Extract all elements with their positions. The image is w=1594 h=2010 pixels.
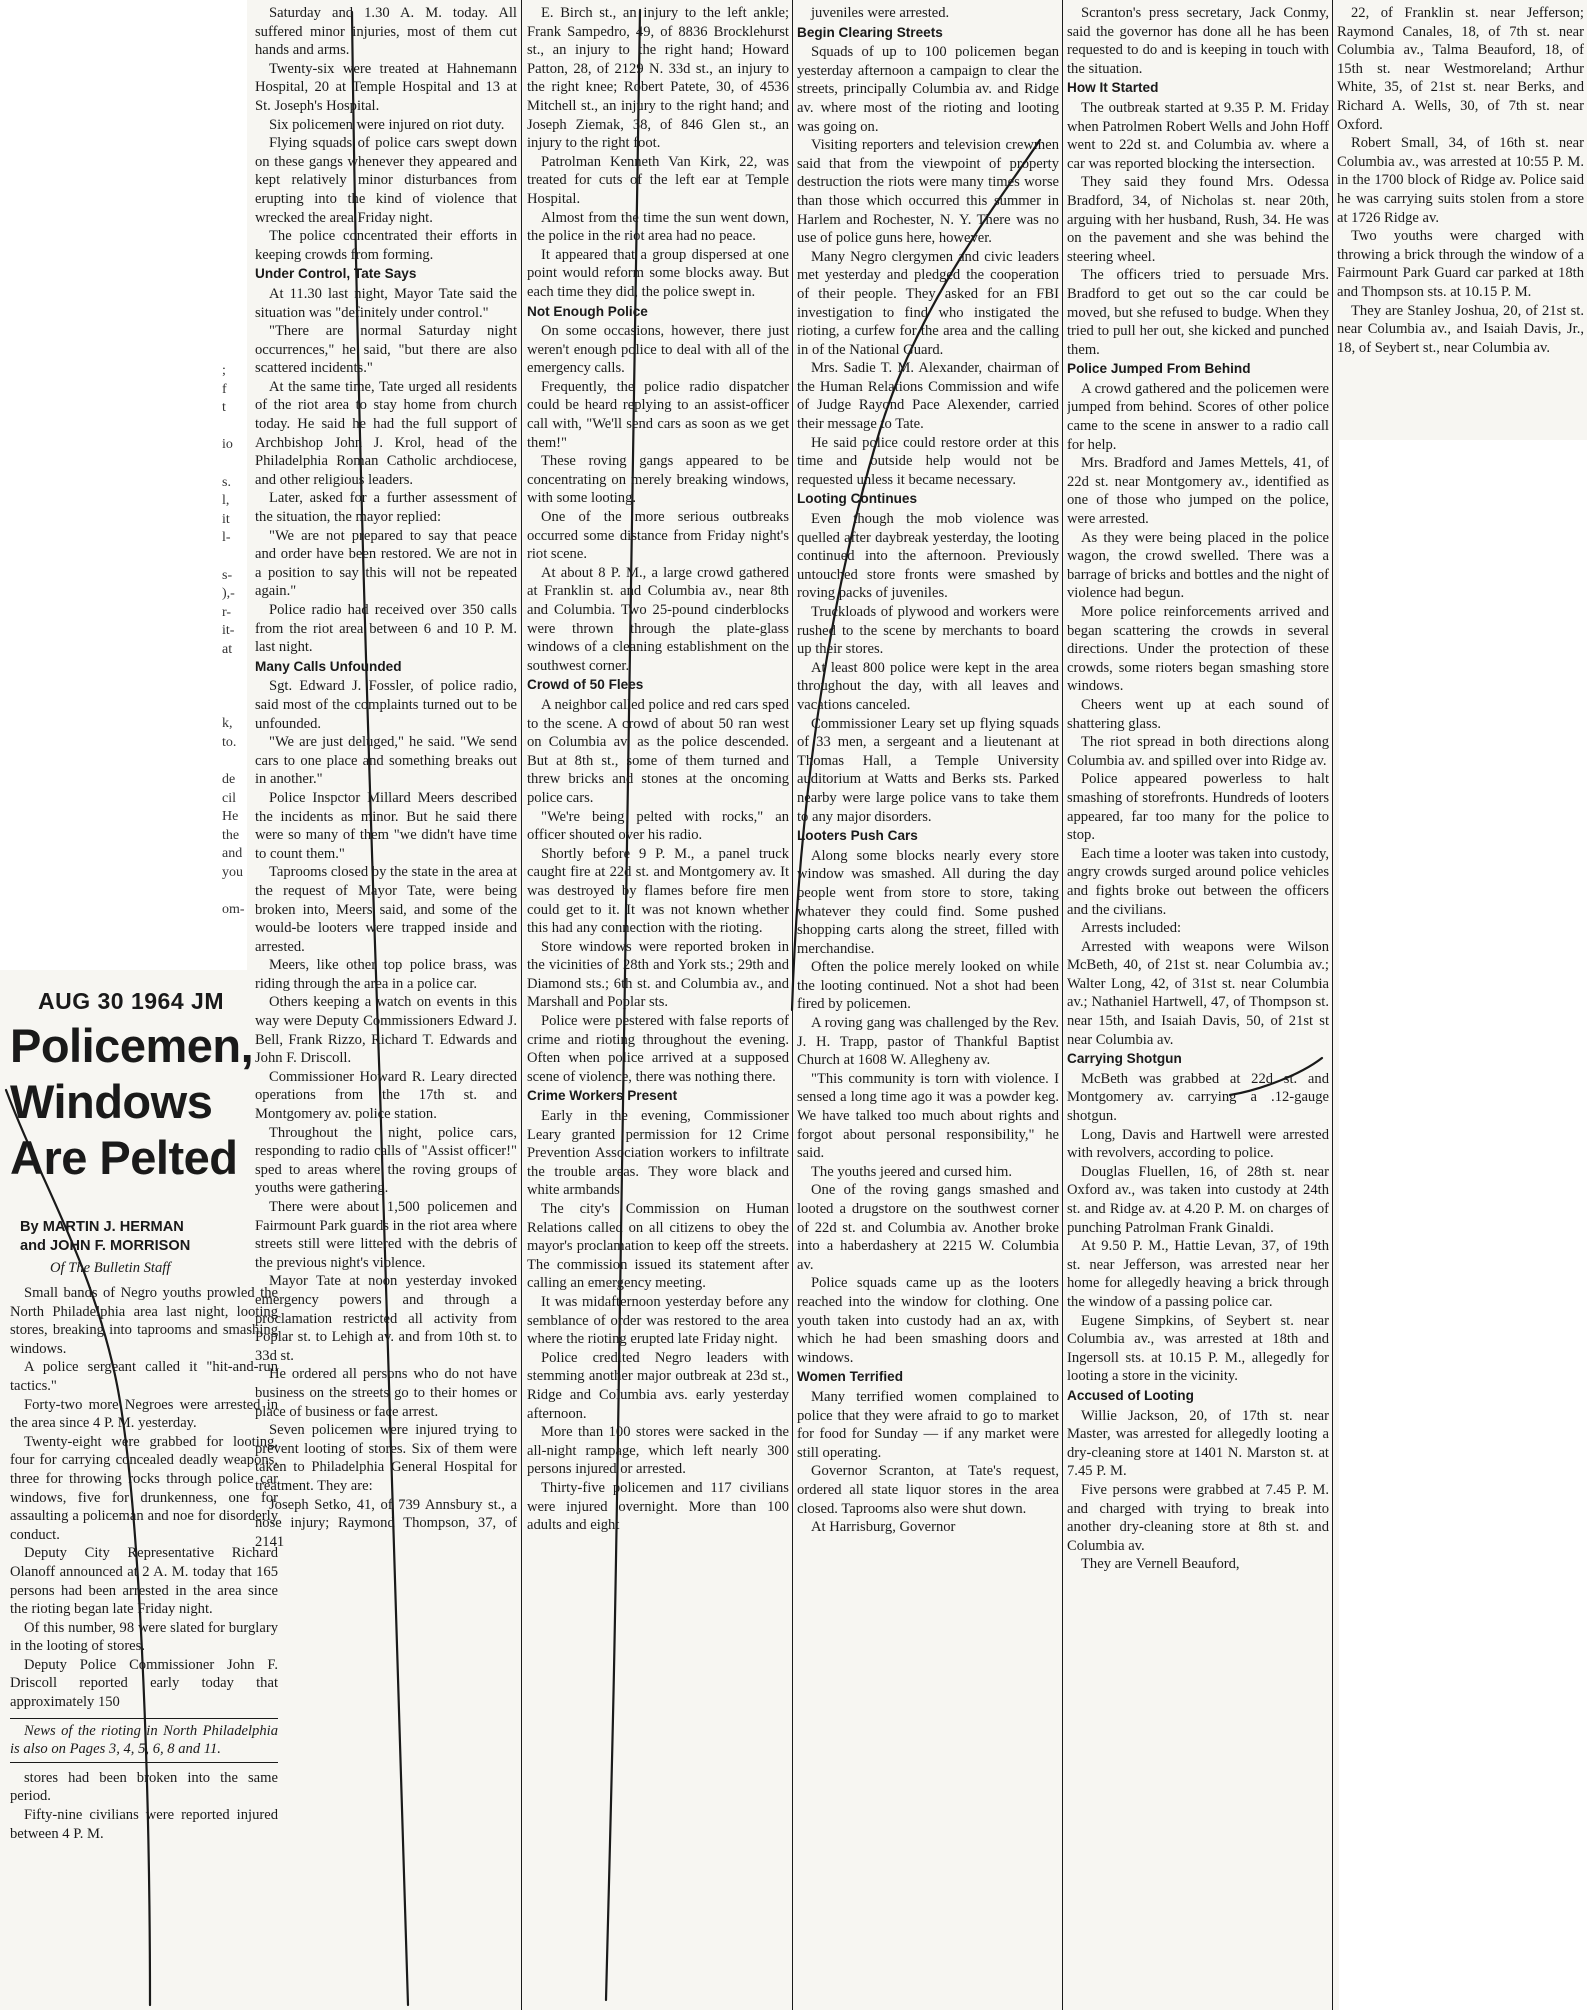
paragraph: Forty-two more Negroes were arrested in the area since 4 P. M. yesterday. (10, 1396, 278, 1432)
stamp-date: AUG 30 1964 (38, 988, 185, 1014)
paragraph: At 9.50 P. M., Hattie Levan, 37, of 19th st. near Jefferson, was arrested near her home for allegedly heaving a brick through the window of a passing police car. (1067, 1238, 1329, 1310)
paragraph: A crowd gathered and the policemen were jumped from behind. Scores of other police came to the scene in answer to a radio call for help. (1067, 380, 1329, 453)
byline-author-1: By MARTIN J. HERMAN (20, 1219, 184, 1235)
paragraph: He said police could restore order at this time and outside help would not be requested unless it became necessary. (797, 434, 1059, 488)
paragraph: Later, asked for a further assessment of the situation, the mayor replied: (255, 490, 517, 526)
paragraph: As they were being placed in the police wagon, the crowd swelled. There was a barrage of bricks and bottles and the night of violence had begun. (1067, 529, 1329, 602)
paragraph: Twenty-six were treated at Hahnemann Hospital, 20 at Temple Hospital and 13 at St. Joseph's Hospital. (255, 60, 517, 114)
paragraph: Saturday and 1.30 A. M. today. All suffered minor injuries, most of them cut hands and arms. (255, 5, 517, 59)
pen-stroke-5 (1230, 1058, 1322, 1095)
paragraph: Frequently, the police radio dispatcher could be heard replying to an assist-officer call with, "We'll send cars as soon as we get them!" (527, 378, 789, 451)
paragraph: Twenty-eight were grabbed for looting, four for carrying concealed deadly weapons, three for throwing rocks through police car windows, five for drunkenness, one for assaulting a policeman and noe for disorderly conduct. (10, 1433, 278, 1543)
adjacent-column-fragments: ; f t io s. l, it l- s- ),- r- it- at k, to. de cil He the and you om- (222, 363, 245, 918)
paragraph: Mrs. Sadie T. M. Alexander, chairman of the Human Relations Commission and wife of Judge Rayond Pace Alexender, carried their message to Tate. (797, 360, 1059, 433)
paragraph: Many Negro clergymen and civic leaders met yesterday and pledged the cooperation of their people. They asked for an FBI investigation to find who instigated the rioting, a curfew for the area and the calling in of the National Guard. (797, 248, 1059, 358)
paragraph: On some occasions, however, there just weren't enough police to deal with all of the emergency calls. (527, 323, 789, 377)
paragraph: A roving gang was challenged by the Rev. J. H. Trapp, pastor of Thankful Baptist Church at 1608 W. Allegheny av. (797, 1015, 1059, 1069)
subheading: Carrying Shotgun (1067, 1051, 1182, 1067)
subheading: Under Control, Tate Says (255, 266, 417, 282)
pen-stroke-3 (792, 140, 1040, 1010)
paragraph: Visiting reporters and television crewmen said that from the viewpoint of property destruction the riots were many times worse than those which occurred this summer in Harlem and Rochester, N. Y. There was no use of police guns here, however. (797, 137, 1059, 247)
paragraph: Store windows were reported broken in the vicinities of 28th and York sts.; 29th and Diamond sts.; 6th st. and Columbia av., and Marshall and Poplar sts. (527, 938, 789, 1011)
paragraph: Long, Davis and Hartwell were arrested with revolvers, according to police. (1067, 1126, 1329, 1162)
paragraph: Even though the mob violence was quelled after daybreak yesterday, the looting continued into the afternoon. Previously untouched store fronts were smashed by roving packs of juveniles. (797, 511, 1059, 602)
paragraph: He ordered all persons who do not have business on the streets go to their homes or place of business or face arrest. (255, 1366, 517, 1420)
paragraph: Small bands of Negro youths prowled the North Philadelphia area last night, looting stores, breaking into taprooms and smashing windows. (10, 1285, 278, 1357)
paragraph: It appeared that a group dispersed at one point would reform some blocks away. But each time they did, the police swept in. (527, 246, 789, 300)
subheading: Not Enough Police (527, 303, 648, 319)
paragraph: Deputy Police Commissioner John F. Driscoll reported early today that approximately 150 (10, 1656, 278, 1711)
paragraph: "We are just deluged," he said. "We send cars to one place and something breaks out in another." (255, 734, 517, 788)
stamp-initials: JM (191, 988, 224, 1014)
paragraph: Governor Scranton, at Tate's request, ordered all state liquor stores in the area closed. Taprooms also were shut down. (797, 1463, 1059, 1517)
paragraph: Six policemen were injured on riot duty. (269, 116, 505, 133)
paragraph: The outbreak started at 9.35 P. M. Friday when Patrolmen Robert Wells and John Hoff went to 22d st. and Columbia av. where a car was reported blocking the intersection. (1067, 99, 1329, 172)
paragraph: Arrests included: (1081, 920, 1182, 937)
paragraph: At 11.30 last night, Mayor Tate said the situation was "definitely under control." (255, 285, 517, 321)
paragraph: Arrested with weapons were Wilson McBeth, 40, of 21st st. near Columbia av.; Walter Long, 42, of 31st st. near Columbia av.; Nathaniel Hartwell, 47, of Thompson st. near 15th, and Isaiah Davis, 50, of 21st st near Columbia av. (1067, 938, 1329, 1048)
paragraph: Police Inspctor Millard Meers described the incidents as minor. But he said there were so many of them "we didn't have time to count them." (255, 789, 517, 862)
paragraph: More police reinforcements arrived and began scattering the crowds in several directions. Under the protection of these crowds, some rioters began smashing store windows. (1067, 604, 1329, 695)
paragraph: "This community is torn with violence. I sensed a long time ago it was a powder keg. We have talked too much about rights and forgot about personal responsibility," he said. (797, 1070, 1059, 1162)
paragraph: E. Birch st., an injury to the left ankle; Frank Sampedro, 49, of 8836 Brocklehurst st., an injury to the right hand; Howard Patton, 28, of 2129 N. 33d st., an injury to the right knee; Robert Patete, 30, of 4536 Mitchell st., an injury to the right hand; and Joseph Ziemak, 38, of 846 Glen st., an injury to the right foot. (527, 5, 789, 152)
paragraph: The officers tried to persuade Mrs. Bradford to get out so the car could be moved, but she refused to budge. When they tried to pull her out, she kicked and punched them. (1067, 267, 1329, 358)
paragraph: At the same time, Tate urged all residents of the riot area to stay home from church today. He said he had the full support of Archbishop John J. Krol, head of the Philadelphia Roman Catholic archdiocese, and other religious leaders. (255, 378, 517, 488)
paragraph: There were about 1,500 policemen and Fairmount Park guards in the riot area where streets still were littered with the debris of the previous night's violence. (255, 1199, 517, 1271)
paragraph: "We're being pelted with rocks," an officer shouted over his radio. (527, 808, 789, 844)
paragraph: At least 800 police were kept in the area throughout the day, with all leaves and vacations canceled. (797, 659, 1059, 713)
paragraph: Almost from the time the sun went down, the police in the riot area had no peace. (527, 209, 789, 245)
paragraph: Along some blocks nearly every store window was smashed. All during the day people went from store to store, taking whatever they could find. Some pushed shopping carts along the street, filled with merchandise. (797, 847, 1059, 957)
paragraph: 22, of Franklin st. near Jefferson; Raymond Canales, 18, of 7th st. near Columbia av., Talma Beauford, 18, of 15th st. near Westmoreland; Arthur White, 35, of 21st st. near Berks, and Richard A. Wells, 30, of 7th st. near Oxford. (1337, 5, 1584, 133)
paragraph: McBeth was grabbed at 22d st. and Montgomery av. carrying a .12-gauge shotgun. (1067, 1070, 1329, 1125)
paragraph: They said they found Mrs. Odessa Bradford, 34, of Nicholas st. near 20th, arguing with her husband, Rush, 34. He was on the pavement and she was behind the steering wheel. (1067, 174, 1329, 265)
paragraph: It was midafternoon yesterday before any semblance of order was restored to the area where the rioting erupted late Friday night. (527, 1293, 789, 1348)
subheading: Many Calls Unfounded (255, 658, 402, 674)
paragraph: At about 8 P. M., a large crowd gathered at Franklin st. and Columbia av., near 8th and Columbia. Two 25-pound cinderblocks were thrown through the plate-glass windows of a cleaning establishment on the southwest corner. (527, 564, 789, 674)
paragraph: Two youths were charged with throwing a brick through the window of a Fairmount Park Guard car parked at 18th and Thompson sts. at 10.15 P. M. (1337, 228, 1584, 300)
paragraph: Scranton's press secretary, Jack Conmy, said the governor has done all he has been requested to do and is keeping in touch with the situation. (1067, 5, 1329, 77)
pen-stroke-4 (6, 1090, 150, 2005)
byline-author-2: and JOHN F. MORRISON (20, 1238, 191, 1254)
paragraph: Each time a looter was taken into custody, angry crowds surged around police vehicles and fights broke out between the officers and the civilians. (1067, 845, 1329, 918)
paragraph: Police radio had received over 350 calls from the riot area between 6 and 10 P. M. last night. (255, 602, 517, 656)
paragraph: The riot spread in both directions along Columbia av. and spilled over into Ridge av. (1067, 734, 1329, 769)
pen-stroke-2 (606, 10, 640, 2000)
paragraph: juveniles were arrested. (811, 5, 950, 21)
paragraph: Police credited Negro leaders with stemming another major outbreak at 23d st., Ridge and Columbia avs. early yesterday afternoon. (527, 1349, 789, 1422)
paragraph: Five persons were grabbed at 7.45 P. M. and charged with trying to break into another dry-cleaning store at 8th st. and Columbia av. (1067, 1481, 1329, 1554)
paragraph: Commissioner Leary set up flying squads of 33 men, a sergeant and a lieutenant at Thomas Hall, a Temple University auditorium at Watts and Berks sts. Parked nearby were large police vans to take them to any major disorders. (797, 715, 1059, 825)
paragraph: Truckloads of plywood and workers were rushed to the scene by merchants to board up their stores. (797, 604, 1059, 658)
headline-line-1: Policemen, (10, 1019, 254, 1072)
paragraph: Others keeping a watch on events in this way were Deputy Commissioners Edward J. Bell, Frank Rizzo, Richard T. Edwards and John F. Driscoll. (255, 994, 517, 1067)
paragraph: Often the police merely looked on while the looting continued. Not a shot had been fired by policemen. (797, 959, 1059, 1013)
paragraph: Of this number, 98 were slated for burglary in the looting of stores. (10, 1619, 278, 1655)
paragraph: Meers, like other top police brass, was riding through the area in a police car. (255, 957, 517, 992)
paragraph: Robert Small, 34, of 16th st. near Columbia av., was arrested at 10:55 P. M. in the 1700 block of Ridge av. Police said he was carrying suits stolen from a store at 1726 Ridge av. (1337, 135, 1584, 226)
paragraph: Patrolman Kenneth Van Kirk, 22, was treated for cuts of the left ear at Temple Hospital. (527, 153, 789, 207)
paragraph: Fifty-nine civilians were reported injured between 4 P. M. (10, 1807, 278, 1842)
paragraph: Mayor Tate at noon yesterday invoked emergency powers and through a proclamation restricted all activity from Poplar st. to Lehigh av. and from 10th st. to 33d st. (255, 1273, 517, 1364)
paragraph: Police squads came up as the looters reached into the window for clothing. One youth taken into custody had an ax, with which he had been smashing doors and windows. (797, 1275, 1059, 1366)
paragraph: stores had been broken into the same period. (10, 1769, 278, 1805)
headline-line-2: Windows (10, 1075, 213, 1128)
subheading: Accused of Looting (1067, 1387, 1194, 1403)
subheading: Looting Continues (797, 491, 918, 507)
paragraph: Many terrified women complained to police that they were afraid to go to market for food for Sunday — if any market were still operating. (797, 1388, 1059, 1461)
pen-stroke-1 (352, 12, 408, 2005)
paragraph: Eugene Simpkins, of Seybert st. near Columbia av., was arrested at 18th and Ingersoll sts. at 10.15 P. M., allegedly for looting a store in the vicinity. (1067, 1312, 1329, 1385)
paragraph: These roving gangs appeared to be concentrating on merely breaking windows, with some looting. (527, 453, 789, 507)
paragraph: A neighbor called police and red cars sped to the scene. A crowd of about 50 ran west on Columbia av. as the police descended. But at 8th st., some of them turned and threw bricks and stones at the oncoming police cars. (527, 696, 789, 806)
paragraph: Commissioner Howard R. Leary directed operations from the 17th st. and Montgomery av. police station. (255, 1068, 517, 1123)
paragraph: Flying squads of police cars swept down on these gangs whenever they appeared and kept relatively minor disturbances from erupting into the kind of violence that wrecked the area Friday night. (255, 135, 517, 226)
paragraph: Police were pestered with false reports of crime and rioting throughout the evening. Often when police arrived at a supposed scene of violence, there was nothing there. (527, 1013, 789, 1085)
subheading: How It Started (1067, 80, 1159, 96)
subheading: Begin Clearing Streets (797, 24, 943, 40)
paragraph: Early in the evening, Commissioner Leary granted permission for 12 Crime Prevention Association workers to infiltrate the trouble areas. They wore black and white armbands. (527, 1108, 789, 1199)
paragraph: Seven policemen were injured trying to prevent looting of stores. Six of them were taken to Philadelphia General Hospital for treatment. They are: (255, 1422, 517, 1494)
paragraph: One of the more serious outbreaks occurred some distance from Friday night's riot scene. (527, 509, 789, 563)
paragraph: The youths jeered and cursed him. (811, 1163, 1013, 1180)
subheading: Crime Workers Present (527, 1088, 678, 1104)
subheading: Crowd of 50 Flees (527, 677, 644, 693)
paragraph: The police concentrated their efforts in keeping crowds from forming. (255, 228, 517, 263)
byline-staff: Of The Bulletin Staff (50, 1260, 171, 1276)
paragraph: Throughout the night, police cars, responding to radio calls of "Assist officer!" sped to areas where the roving groups of youths were gathering. (255, 1124, 517, 1197)
paragraph: Sgt. Edward J. Fossler, of police radio, said most of the complaints turned out to be unfounded. (255, 678, 517, 732)
paragraph: A police sergeant called it "hit-and-run tactics." (10, 1359, 278, 1394)
paragraph: One of the roving gangs smashed and looted a drugstore on the southwest corner of 22d st. and Columbia av. Another broke into a haberdashery at 2215 W. Columbia av. (797, 1182, 1059, 1273)
paragraph: Mrs. Bradford and James Mettels, 41, of 22d st. near Montgomery av., identified as one of those who jumped on the police, were arrested. (1067, 455, 1329, 528)
headline-line-3: Are Pelted (10, 1131, 238, 1184)
paragraph: Joseph Setko, 41, of 739 Annsbury st., a nose injury; Raymond Thompson, 37, of 2141 (255, 1496, 517, 1550)
subheading: Police Jumped From Behind (1067, 361, 1251, 377)
subheading: Looters Push Cars (797, 828, 918, 844)
paragraph: Squads of up to 100 policemen began yesterday afternoon a campaign to clear the streets, principally Columbia av. and Ridge av. where most of the rioting and looting was going on. (797, 44, 1059, 135)
paragraph: Shortly before 9 P. M., a panel truck caught fire at 22d st. and Montgomery av. It was destroyed by flames before fire men could get to it. It was not known whether this had any connection with the rioting. (527, 845, 789, 937)
paragraph: More than 100 stores were sacked in the all-night rampage, which left nearly 300 persons injured or arrested. (527, 1424, 789, 1478)
paragraph: They are Vernell Beauford, (1081, 1556, 1240, 1573)
paragraph: Deputy City Representative Richard Olanoff announced at 2 A. M. today that 165 persons had been arrested in the area since the rioting began late Friday night. (10, 1545, 278, 1618)
subheading: Women Terrified (797, 1369, 903, 1385)
paragraph: "We are not prepared to say that peace and order have been restored. We are not in a position to say this will not be repeated again." (255, 527, 517, 600)
paragraph: They are Stanley Joshua, 20, of 21st st. near Columbia av., and Isaiah Davis, Jr., 18, of Seybert st., near Columbia av. (1337, 302, 1584, 356)
paragraph: Thirty-five policemen and 117 civilians were injured overnight. More than 100 adults and eight (527, 1479, 789, 1534)
paragraph: The city's Commission on Human Relations called on all citizens to obey the mayor's proclamation to keep off the streets. The commission issued its statement after calling an emergency meeting. (527, 1201, 789, 1292)
paragraph: "There are normal Saturday night occurrences," he said, "but there are also scattered incidents." (255, 323, 517, 377)
paragraph: Willie Jackson, 20, of 17th st. near Master, was arrested for allegedly looting a dry-cleaning store at 1401 N. Marston st. at 7.45 P. M. (1067, 1407, 1329, 1480)
paragraph: At Harrisburg, Governor (811, 1519, 956, 1536)
paragraph: Taprooms closed by the state in the area at the request of Mayor Tate, were being broken into, Meers said, and some of the would-be looters were trapped inside and arrested. (255, 864, 517, 955)
paragraph: Cheers went up at each sound of shattering glass. (1067, 696, 1329, 732)
paragraph: News of the rioting in North Philadelphia is also on Pages 3, 4, 5, 6, 8 and 11. (10, 1718, 278, 1763)
paragraph: Police appeared powerless to halt smashing of storefronts. Hundreds of looters appeared, far too many for the police to stop. (1067, 771, 1329, 844)
paragraph: Douglas Fluellen, 16, of 28th st. near Oxford av., was taken into custody at 24th st. and Ridge av. at 4.20 P. M. on charges of punching Patrolman Frank Ginaldi. (1067, 1163, 1329, 1236)
